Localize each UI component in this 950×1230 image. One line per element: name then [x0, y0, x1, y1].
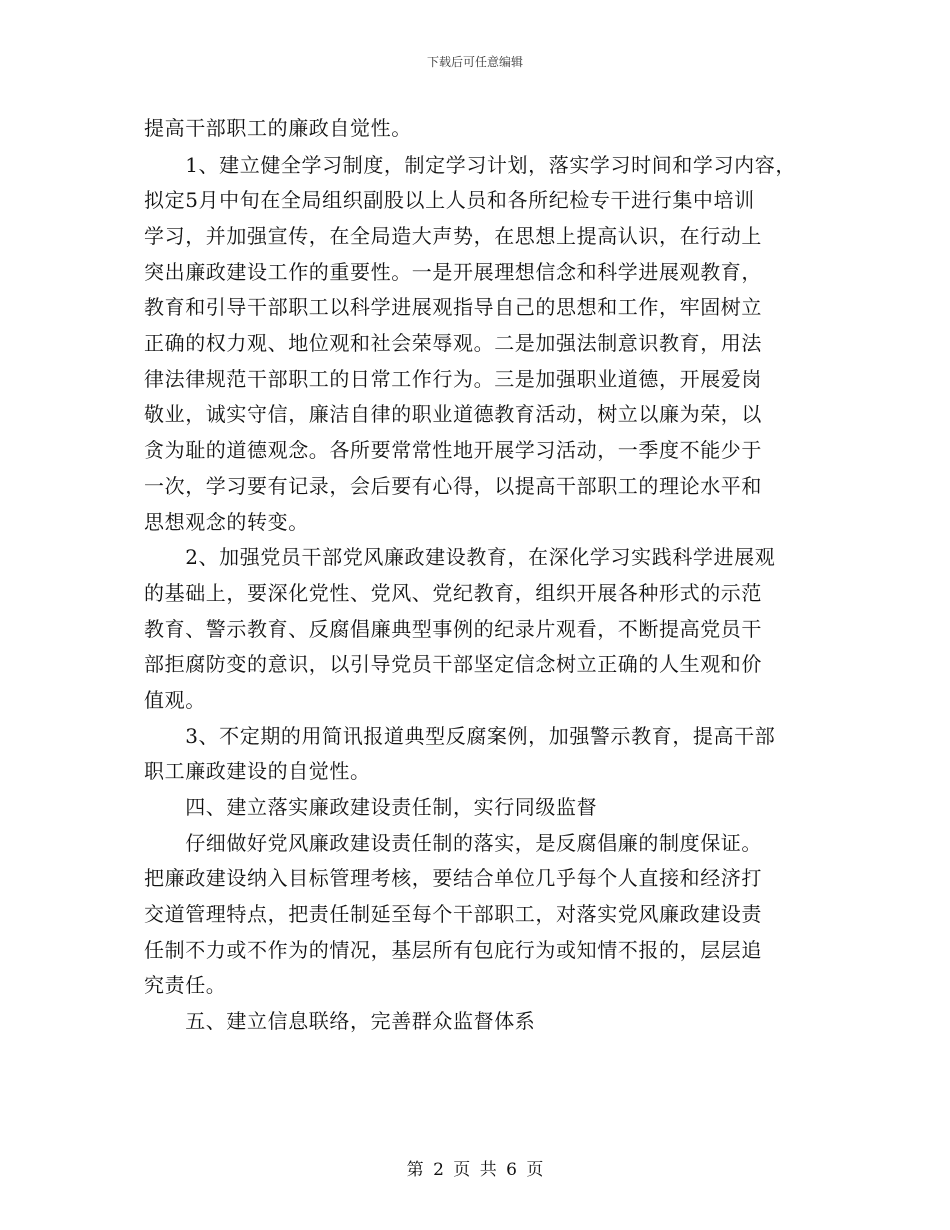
body-text-line: 的基础上，要深化党性、党风、党纪教育，组织开展各种形式的示范 [144, 581, 762, 605]
body-text-line: 3、不定期的用简讯报道典型反腐案例，加强警示教育，提高干部 [144, 724, 776, 748]
page-number-footer: 第 2 页 共 6 页 [406, 1160, 544, 1180]
body-text-line: 拟定5月中旬在全局组织副股以上人员和各所纪检专干进行集中培训 [144, 188, 755, 212]
body-text-line: 一次，学习要有记录，会后要有心得，以提高干部职工的理论水平和 [144, 474, 762, 498]
page-header-note: 下载后可任意编辑 [426, 55, 523, 69]
body-text-line: 部拒腐防变的意识，以引导党员干部坚定信念树立正确的人生观和价 [144, 652, 762, 676]
body-text-line: 职工廉政建设的自觉性。 [144, 759, 371, 783]
body-text-line: 五、建立信息联络，完善群众监督体系 [144, 1009, 536, 1033]
body-text-line: 仔细做好党风廉政建设责任制的落实，是反腐倡廉的制度保证。 [144, 831, 762, 855]
body-text-line: 教育、警示教育、反腐倡廉典型事例的纪录片观看，不断提高党员干 [144, 617, 762, 641]
body-text-line: 2、加强党员干部党风廉政建设教育，在深化学习实践科学进展观 [144, 545, 776, 569]
body-text-line: 教育和引导干部职工以科学进展观指导自己的思想和工作，牢固树立 [144, 295, 762, 319]
body-text-line: 正确的权力观、地位观和社会荣辱观。二是加强法制意识教育，用法 [144, 331, 762, 355]
body-text-line: 交道管理特点，把责任制延至每个干部职工，对落实党风廉政建设责 [144, 902, 762, 926]
body-text-line: 学习，并加强宣传，在全局造大声势，在思想上提高认识，在行动上 [144, 224, 762, 248]
body-text-line: 值观。 [144, 688, 206, 712]
body-text-line: 思想观念的转变。 [144, 510, 309, 534]
body-text-line: 提高干部职工的廉政自觉性。 [144, 116, 412, 140]
body-text-line: 律法律规范干部职工的日常工作行为。三是加强职业道德，开展爱岗 [144, 367, 762, 391]
body-text-line: 1、建立健全学习制度，制定学习计划，落实学习时间和学习内容， [144, 153, 796, 177]
body-text-line: 究责任。 [144, 973, 227, 997]
body-text-line: 突出廉政建设工作的重要性。一是开展理想信念和科学进展观教育， [144, 260, 762, 284]
body-text-line: 四、建立落实廉政建设责任制，实行同级监督 [144, 795, 598, 819]
body-text-line: 敬业，诚实守信，廉洁自律的职业道德教育活动，树立以廉为荣，以 [144, 402, 762, 426]
body-text-line: 贪为耻的道德观念。各所要常常性地开展学习活动，一季度不能少于 [144, 438, 762, 462]
body-text-line: 把廉政建设纳入目标管理考核，要结合单位几乎每个人直接和经济打 [144, 866, 762, 890]
body-text-line: 任制不力或不作为的情况，基层所有包庇行为或知情不报的，层层追 [144, 938, 762, 962]
